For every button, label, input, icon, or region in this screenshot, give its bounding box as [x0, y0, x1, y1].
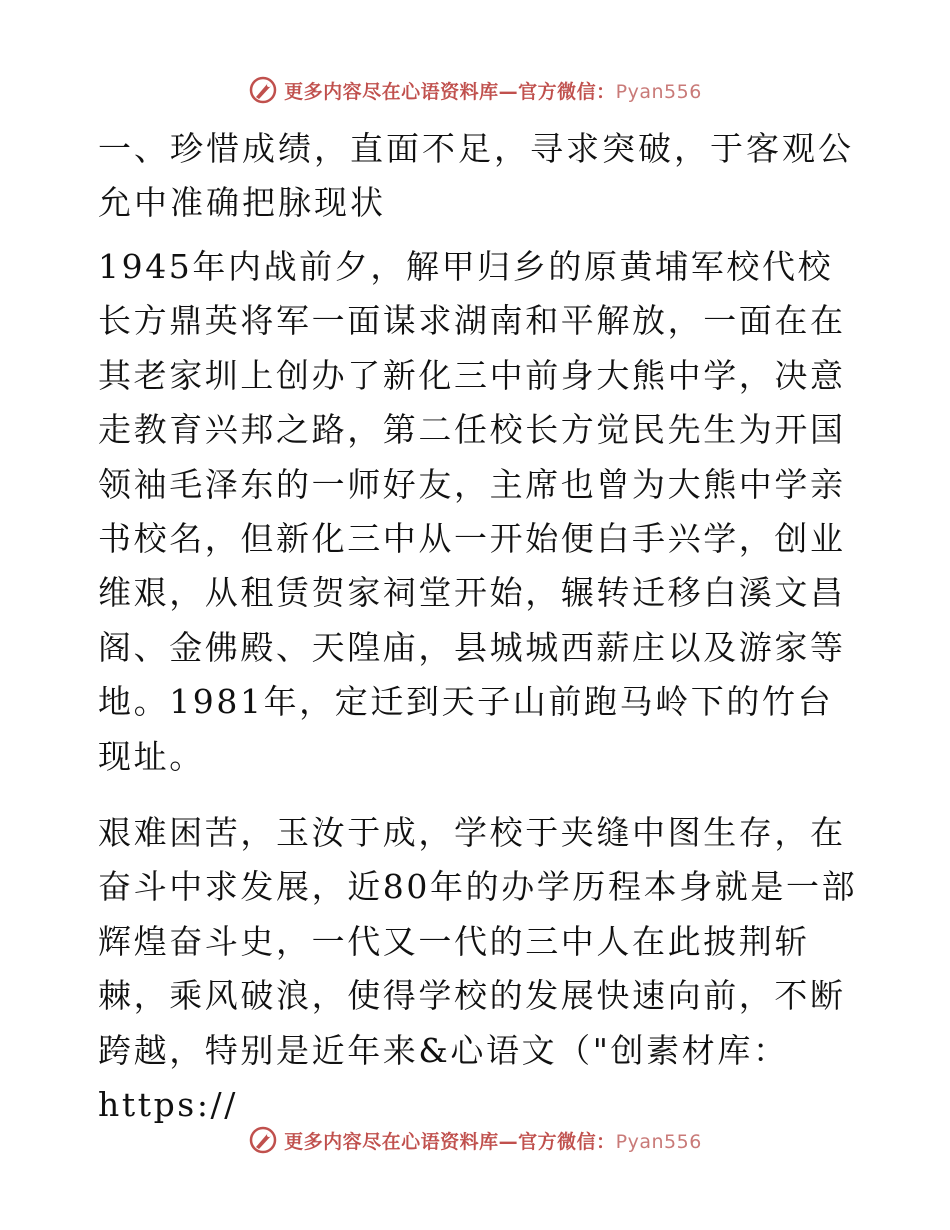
header-watermark-banner — [0, 70, 950, 110]
section-heading: 一、珍惜成绩，直面不足，寻求突破，于客观公允中准确把脉现状 — [98, 129, 854, 222]
pen-nib-logo-icon — [248, 75, 278, 105]
paragraph-history: 1945年内战前夕，解甲归乡的原黄埔军校代校长方鼎英将军一面谋求湖南和平解放，一面在在其老家圳上创办了新化三中前身大熊中学，决意走教育兴邦之路，第二任校长方觉民先生为开国领袖毛泽东的一师好友，主席也曾为大熊中学亲书校名，但新化三中从一开始便白手兴学，创业维艰，从租赁贺家祠堂开始，辗转迁移白溪文昌阁、金佛殿、天隍庙，县城城西薪庄以及游家等地。1981年，定迁到天子山前跑马岭下的竹台现址。 — [98, 247, 846, 776]
watermark-text: 更多内容尽在心语资料库—官方微信：Pyan556 — [284, 1130, 702, 1153]
watermark-wechat-id: Pyan556 — [615, 80, 702, 103]
watermark-text: 更多内容尽在心语资料库—官方微信：Pyan556 — [284, 80, 702, 103]
footer-watermark-banner — [0, 1120, 950, 1160]
pen-nib-logo-icon — [248, 1125, 278, 1155]
paragraph-development: 艰难困苦，玉汝于成，学校于夹缝中图生存，在奋斗中求发展，近80年的办学历程本身就是一部辉煌奋斗史，一代又一代的三中人在此披荆斩棘，乘风破浪，使得学校的发展快速向前，不断跨越，特别是近年来&心语文（"创素材库：https:// — [98, 813, 858, 1125]
document-body — [98, 122, 868, 1155]
watermark-wechat-id: Pyan556 — [615, 1130, 702, 1153]
